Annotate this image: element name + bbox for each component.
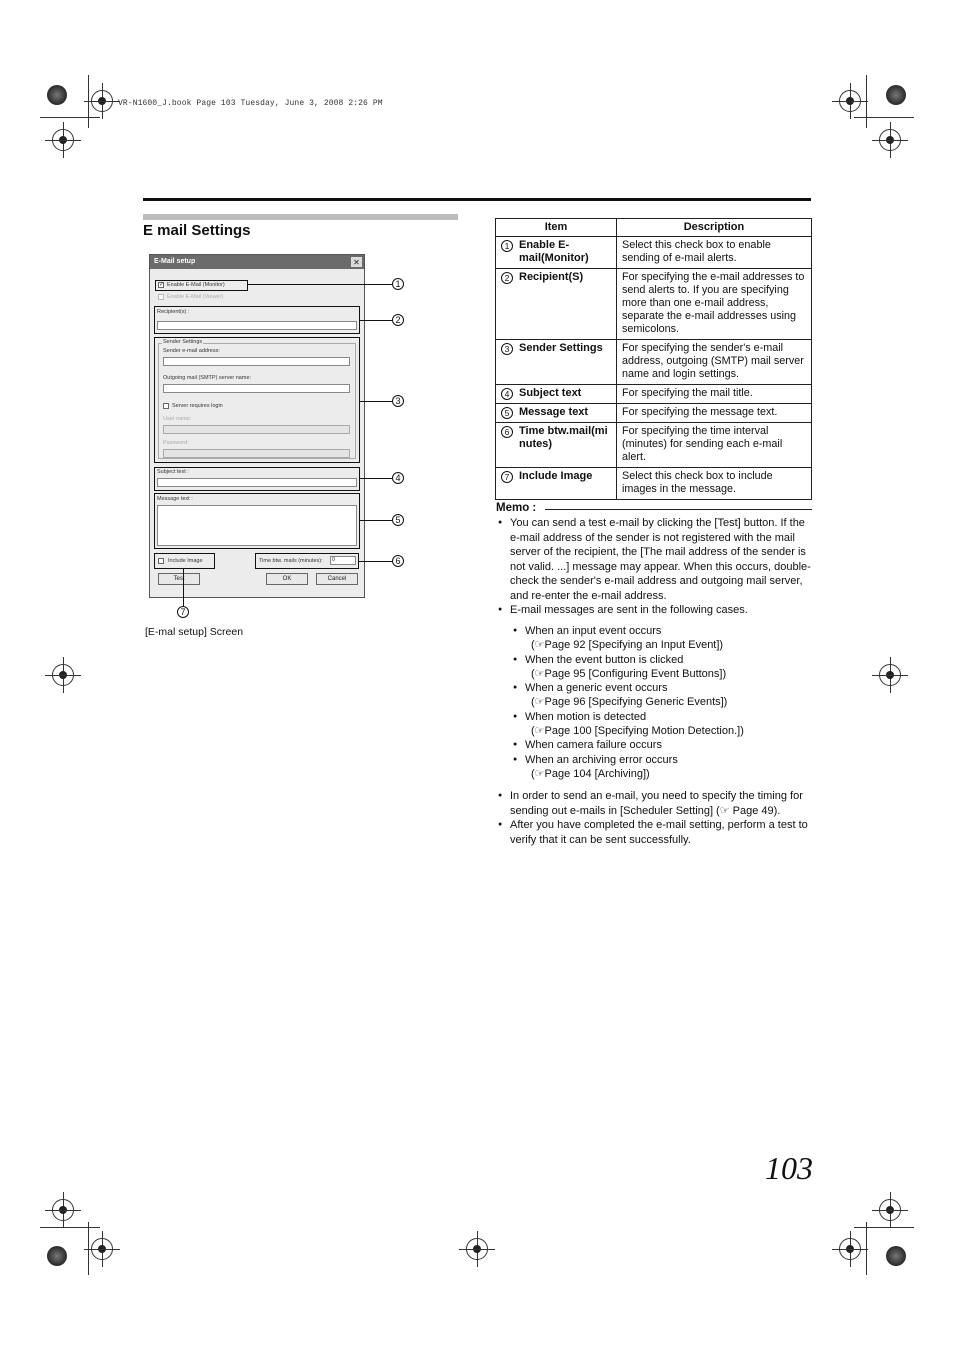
memo-bullet: ● After you have completed the e-mail setting, perform a test to verify that it can be sent successfully. (498, 818, 812, 847)
callout-line-5 (359, 520, 392, 521)
case-ref: (☞Page 100 [Specifying Motion Detection.]) (531, 725, 744, 738)
include-image-label: Include Image (168, 558, 203, 564)
item-name: Subject text (519, 387, 582, 399)
crosshair-mark (879, 129, 901, 151)
crop-line (40, 1227, 100, 1228)
section-title: E mail Settings (143, 222, 251, 239)
dialog-title-bar (150, 255, 364, 269)
item-number: 6 (501, 426, 513, 438)
server-login-checkbox[interactable] (163, 403, 169, 409)
callout-line-2 (359, 320, 392, 321)
callout-7: 7 (177, 606, 189, 618)
crop-line (866, 75, 867, 128)
top-rule (143, 198, 811, 201)
header-description: Description (617, 219, 812, 237)
time-label: Time btw. mails (minutes): (259, 558, 323, 564)
crosshair-mark (52, 664, 74, 686)
crop-line (40, 117, 100, 118)
subject-input[interactable] (157, 478, 357, 487)
registration-disc-top-left (47, 85, 67, 105)
item-name: Enable E-mail(Monitor) (519, 239, 589, 264)
item-name: Sender Settings (519, 342, 603, 354)
header-item: Item (496, 219, 617, 237)
item-name: Message text (519, 406, 589, 418)
description-cell: For specifying the sender's e-mail address, outgoing (SMTP) mail server name and login settings. (617, 340, 812, 385)
table-row (496, 404, 812, 423)
memo-bullet: ● In order to send an e-mail, you need to specify the timing for sending out e-mails in [Scheduler Setting] (☞ Page 49). (498, 789, 812, 818)
user-name-label: User name: (163, 416, 192, 422)
subject-label: Subject text : (157, 469, 189, 475)
case-ref: (☞Page 104 [Archiving]) (531, 767, 650, 780)
description-cell: For specifying the time interval (minutes) for sending each e-mail alert. (617, 423, 812, 468)
memo-bullet: ● E-mail messages are sent in the following cases. (498, 603, 812, 618)
server-login-label: Server requires login (172, 403, 223, 409)
crosshair-mark (466, 1238, 488, 1260)
description-cell: For specifying the message text. (617, 404, 812, 423)
figure-caption: [E-mal setup] Screen (145, 626, 244, 638)
memo-label: Memo : (496, 502, 537, 514)
page-number: 103 (765, 1150, 813, 1186)
item-number: 7 (501, 471, 513, 483)
crosshair-mark (879, 1199, 901, 1221)
time-input[interactable]: 0 (330, 556, 356, 565)
include-image-checkbox[interactable] (158, 558, 164, 564)
callout-3: 3 (392, 395, 404, 407)
crosshair-mark (91, 1238, 113, 1260)
crosshair-mark (839, 1238, 861, 1260)
item-number: 2 (501, 272, 513, 284)
item-name: Time btw.mail(minutes) (519, 425, 608, 450)
callout-1: 1 (392, 278, 404, 290)
dialog-title: E-Mail setup (154, 258, 196, 265)
smtp-input[interactable] (163, 384, 350, 393)
password-label: Password: (163, 440, 189, 446)
crosshair-mark (52, 1199, 74, 1221)
table-row (496, 468, 812, 500)
memo-bullets-top (498, 516, 812, 618)
section-bar (143, 214, 458, 220)
enable-viewer-label: Enable E-Mail (Viewer) (167, 294, 224, 300)
enable-viewer-checkbox[interactable] (158, 294, 164, 300)
case-item: ● When a generic event occurs (513, 681, 813, 695)
item-number: 1 (501, 240, 513, 252)
table-header-row (496, 219, 812, 237)
description-cell: For specifying the mail title. (617, 385, 812, 404)
callout-line-3 (359, 401, 392, 402)
table-row (496, 423, 812, 468)
crosshair-mark (91, 90, 113, 112)
callout-4: 4 (392, 472, 404, 484)
memo-bullet: ● You can send a test e-mail by clicking the [Test] button. If the e-mail address of the sender is not registered with the mail server of the recipient, the [The mail address of the sender is not valid. ...] message may appear. When this occurs, double-check the sender's e-mail address and outgoing mail server, and re-enter the e-mail address. (498, 516, 812, 603)
callout-2: 2 (392, 314, 404, 326)
case-item: ● When an input event occurs (513, 624, 813, 638)
settings-table (495, 218, 812, 500)
enable-monitor-label: Enable E-Mail (Monitor) (167, 282, 225, 288)
file-header: VR-N1600_J.book Page 103 Tuesday, June 3, 2008 2:26 PM (118, 99, 383, 108)
case-ref: (☞Page 96 [Specifying Generic Events]) (531, 696, 728, 709)
email-setup-dialog (149, 254, 365, 598)
case-item: ● When an archiving error occurs (513, 753, 813, 767)
callout-line-7 (183, 568, 184, 606)
callout-line-4 (359, 478, 392, 479)
item-name: Include Image (519, 470, 593, 482)
cancel-button[interactable]: Cancel (316, 573, 358, 585)
recipients-label: Recipient(s) : (157, 309, 190, 315)
crosshair-mark (839, 90, 861, 112)
table-row (496, 340, 812, 385)
registration-disc-bottom-right (886, 1246, 906, 1266)
item-cell (496, 269, 617, 340)
ok-button[interactable]: OK (266, 573, 308, 585)
case-item: ● When the event button is clicked (513, 653, 813, 667)
table-row (496, 237, 812, 269)
item-cell (496, 468, 617, 500)
item-cell (496, 385, 617, 404)
memo-cases-list (513, 624, 813, 781)
item-name: Recipient(S) (519, 271, 584, 283)
callout-line-1 (247, 284, 392, 285)
crosshair-mark (879, 664, 901, 686)
item-cell (496, 340, 617, 385)
registration-disc-bottom-left (47, 1246, 67, 1266)
message-textarea[interactable] (157, 505, 357, 546)
sender-settings-label: Sender Settings (163, 339, 203, 345)
case-ref: (☞Page 95 [Configuring Event Buttons]) (531, 667, 727, 680)
sender-address-input[interactable] (163, 357, 350, 366)
crop-line (88, 1222, 89, 1275)
crosshair-mark (52, 129, 74, 151)
table-row (496, 269, 812, 340)
item-cell (496, 237, 617, 269)
test-button[interactable]: Test (158, 573, 200, 585)
memo-bullets-bottom (498, 789, 812, 847)
recipients-input[interactable] (157, 321, 357, 330)
crop-line (88, 75, 89, 128)
item-number: 5 (501, 407, 513, 419)
item-cell (496, 404, 617, 423)
callout-5: 5 (392, 514, 404, 526)
smtp-label: Outgoing mail (SMTP) server name: (163, 375, 252, 381)
crop-line (854, 117, 914, 118)
item-cell (496, 423, 617, 468)
registration-disc-top-right (886, 85, 906, 105)
message-label: Message text : (157, 496, 193, 502)
case-item: ● When motion is detected (513, 710, 813, 724)
item-number: 3 (501, 343, 513, 355)
table-row (496, 385, 812, 404)
user-name-input[interactable] (163, 425, 350, 434)
description-cell: Select this check box to enable sending of e-mail alerts. (617, 237, 812, 269)
crop-line (866, 1222, 867, 1275)
close-icon[interactable]: ✕ (351, 257, 362, 267)
case-item: ● When camera failure occurs (513, 738, 813, 752)
callout-line-6 (359, 561, 392, 562)
description-cell: Select this check box to include images in the message. (617, 468, 812, 500)
crop-line (854, 1227, 914, 1228)
sender-address-label: Sender e-mail address: (163, 348, 220, 354)
memo-rule (545, 509, 812, 510)
callout-6: 6 (392, 555, 404, 567)
item-number: 4 (501, 388, 513, 400)
case-ref: (☞Page 92 [Specifying an Input Event]) (531, 639, 724, 652)
enable-monitor-checkbox[interactable]: ✓ (159, 282, 165, 288)
password-input[interactable] (163, 449, 350, 458)
description-cell: For specifying the e-mail addresses to send alerts to. If you are specifying more than one e-mail address, separate the e-mail addresses using semicolons. (617, 269, 812, 340)
